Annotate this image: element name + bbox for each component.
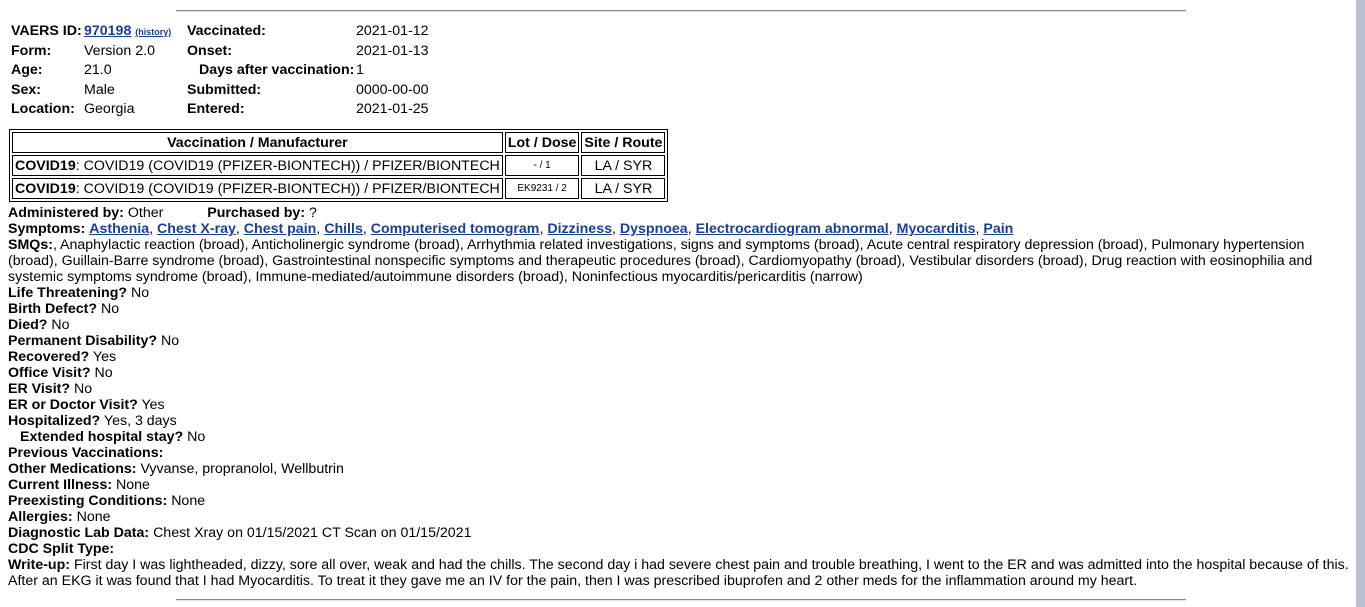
field-value: None — [76, 509, 111, 525]
field-recovered — [8, 349, 1353, 365]
field-office-visit — [8, 365, 1353, 381]
field-value: Yes — [141, 397, 165, 413]
scrollbar[interactable] — [1356, 0, 1365, 607]
lot-dose-cell: EK9231 / 2 — [505, 178, 580, 199]
entered-value: 2021-01-25 — [356, 101, 429, 117]
vaccinated-value: 2021-01-12 — [356, 23, 429, 39]
bottom-divider — [176, 599, 1186, 601]
report-header — [11, 22, 429, 120]
administered-by-value: Other — [127, 205, 164, 221]
field-previous-vaccinations — [8, 445, 1353, 461]
field-value: No — [130, 285, 150, 301]
vaccine-manufacturer: : COVID19 (COVID19 (PFIZER-BIONTECH)) / PFIZER/BIONTECH — [75, 157, 500, 174]
field-label: Hospitalized? — [8, 413, 101, 429]
lot-dose-cell: - / 1 — [505, 155, 580, 176]
sex-label: Sex: — [11, 81, 41, 98]
writeup-text: First day I was lightheaded, dizzy, sore all over, weak and had the chills. The second day i had severe chest pain and trouble breathing, I went to the ER and was admitted into the hospital because of this. After an EKG it was found that I had Myocarditis. To treat it they gave me an IV for the pain, then I was prescribed ibuprofen and 2 other meds for the inflammation around my heart. — [8, 557, 1349, 589]
symptom-link[interactable]: Dizziness — [547, 221, 612, 237]
vaccine-cell — [12, 178, 503, 199]
purchased-by-label: Purchased by: — [207, 205, 306, 221]
field-value: None — [116, 477, 150, 493]
vaccine-manufacturer: : COVID19 (COVID19 (PFIZER-BIONTECH)) / PFIZER/BIONTECH — [75, 180, 500, 197]
report-body — [8, 205, 1353, 589]
smqs-line — [8, 237, 1353, 285]
field-label: ER Visit? — [8, 381, 71, 397]
field-value: None — [171, 493, 206, 509]
administered-by-label: Administered by: — [8, 205, 124, 221]
field-died — [8, 317, 1353, 333]
field-value: Yes — [92, 349, 117, 365]
symptom-link[interactable]: Asthenia — [89, 221, 150, 237]
location-label: Location: — [11, 101, 75, 117]
field-label: Recovered? — [8, 349, 90, 365]
symptoms-line: Symptoms: Asthenia, Chest X-ray, Chest pain, Chills, Computerised tomogram, Dizziness, Dyspnoea, Electrocardiogram abnormal, Myocarditis, Pain — [8, 221, 1014, 237]
symptom-link[interactable]: Chest pain — [243, 221, 317, 237]
age-value: 21.0 — [84, 62, 112, 78]
field-label: Previous Vaccinations: — [8, 445, 164, 461]
field-value: No — [160, 333, 180, 349]
symptom-link[interactable]: Myocarditis — [896, 221, 976, 237]
symptom-link[interactable]: Dyspnoea — [619, 221, 688, 237]
field-label: Diagnostic Lab Data: — [8, 525, 150, 541]
vaccinated-label: Vaccinated: — [187, 23, 266, 39]
age-label: Age: — [11, 62, 43, 78]
administered-purchased-line — [8, 205, 1353, 221]
purchased-by-value: ? — [309, 205, 317, 221]
field-label: ER or Doctor Visit? — [8, 397, 138, 413]
entered-label: Entered: — [187, 101, 245, 117]
field-value: Yes, 3 days — [103, 413, 177, 429]
field-value: No — [73, 381, 93, 397]
symptoms-label: Symptoms: — [8, 221, 86, 237]
form-label: Form: — [11, 42, 52, 59]
field-value: No — [94, 365, 113, 381]
site-route-header: Site / Route — [581, 132, 665, 153]
field-birth-defect — [8, 301, 1353, 317]
field-label: CDC Split Type: — [8, 541, 115, 557]
smqs-value: , Anaphylactic reaction (broad), Anticholinergic syndrome (broad), Arrhythmia related investigations, signs and symptoms (broad), Acute central respiratory depression (broad), Pulmonary hypertension (broad), Guillain-Barre syndrome (broad), Gastrointestinal nonspecific symptoms and therapeutic procedures (broad), Cardiomyopathy (broad), Vestibular disorders (broad), Drug reaction with eosinophilia and systemic symptoms syndrome (broad), Immune-mediated/autoimmune disorders (broad), Noninfectious myocarditis/pericarditis (narrow) — [8, 237, 1313, 285]
field-label: Permanent Disability? — [8, 333, 158, 349]
sex-value: Male — [84, 81, 115, 98]
submitted-value: 0000-00-00 — [356, 81, 429, 98]
history-link[interactable]: (history) — [135, 27, 172, 37]
field-value: No — [51, 317, 70, 333]
field-label: Office Visit? — [8, 365, 91, 381]
days-after-label: Days after vaccination: — [199, 62, 355, 78]
field-label: Allergies: — [8, 509, 73, 525]
writeup-label: Write-up: — [8, 557, 70, 573]
field-diagnostic-lab-data — [8, 525, 1353, 541]
days-after-value: 1 — [356, 62, 364, 78]
writeup-paragraph — [8, 557, 1353, 589]
field-current-illness — [8, 477, 1353, 493]
onset-label: Onset: — [187, 42, 232, 59]
field-label: Birth Defect? — [8, 301, 98, 317]
symptom-link[interactable]: Chest X-ray — [157, 221, 236, 237]
field-er-doctor-visit — [8, 397, 1353, 413]
table-row — [12, 178, 665, 199]
field-label: Life Threatening? — [8, 285, 128, 301]
site-route-cell: LA / SYR — [581, 178, 665, 199]
field-life-threatening — [8, 285, 1353, 301]
lot-dose-header: Lot / Dose — [505, 132, 580, 153]
onset-value: 2021-01-13 — [356, 42, 429, 59]
field-value: No — [187, 429, 206, 445]
symptom-link[interactable]: Electrocardiogram abnormal — [695, 221, 889, 237]
vaccine-name: COVID19 — [15, 180, 76, 197]
vaccine-name: COVID19 — [15, 157, 76, 174]
field-value: Vyvanse, propranolol, Wellbutrin — [140, 461, 344, 477]
location-value: Georgia — [84, 101, 135, 117]
site-route-cell: LA / SYR — [581, 155, 665, 176]
field-label: Extended hospital stay? — [20, 429, 184, 445]
symptom-link[interactable]: Chills — [324, 221, 363, 237]
field-label: Preexisting Conditions: — [8, 493, 168, 509]
field-permanent-disability — [8, 333, 1353, 349]
field-preexisting-conditions — [8, 493, 1353, 509]
field-label: Died? — [8, 317, 48, 333]
field-value: Chest Xray on 01/15/2021 CT Scan on 01/15/2021 — [153, 525, 472, 541]
vaccine-cell — [12, 155, 503, 176]
vaers-id-label: VAERS ID: — [11, 23, 82, 39]
symptom-link[interactable]: Computerised tomogram — [370, 221, 540, 237]
form-value: Version 2.0 — [84, 42, 155, 59]
smqs-label: SMQs: — [8, 237, 53, 253]
vaccination-manufacturer-header: Vaccination / Manufacturer — [12, 132, 503, 153]
field-value: No — [101, 301, 120, 317]
field-label: Current Illness: — [8, 477, 113, 493]
field-label: Other Medications: — [8, 461, 137, 477]
field-er-visit — [8, 381, 1353, 397]
submitted-label: Submitted: — [187, 81, 262, 98]
field-cdc-split-type — [8, 541, 1353, 557]
field-extended-stay — [8, 429, 1353, 445]
top-divider — [176, 10, 1186, 12]
vaers-id-link[interactable]: 970198 — [84, 23, 132, 39]
field-hospitalized — [8, 413, 1353, 429]
vaccination-table-header — [12, 132, 665, 153]
field-allergies — [8, 509, 1353, 525]
field-other-medications — [8, 461, 1353, 477]
symptom-link[interactable]: Pain — [983, 221, 1014, 237]
table-row — [12, 155, 665, 176]
vaccination-table — [9, 129, 668, 202]
